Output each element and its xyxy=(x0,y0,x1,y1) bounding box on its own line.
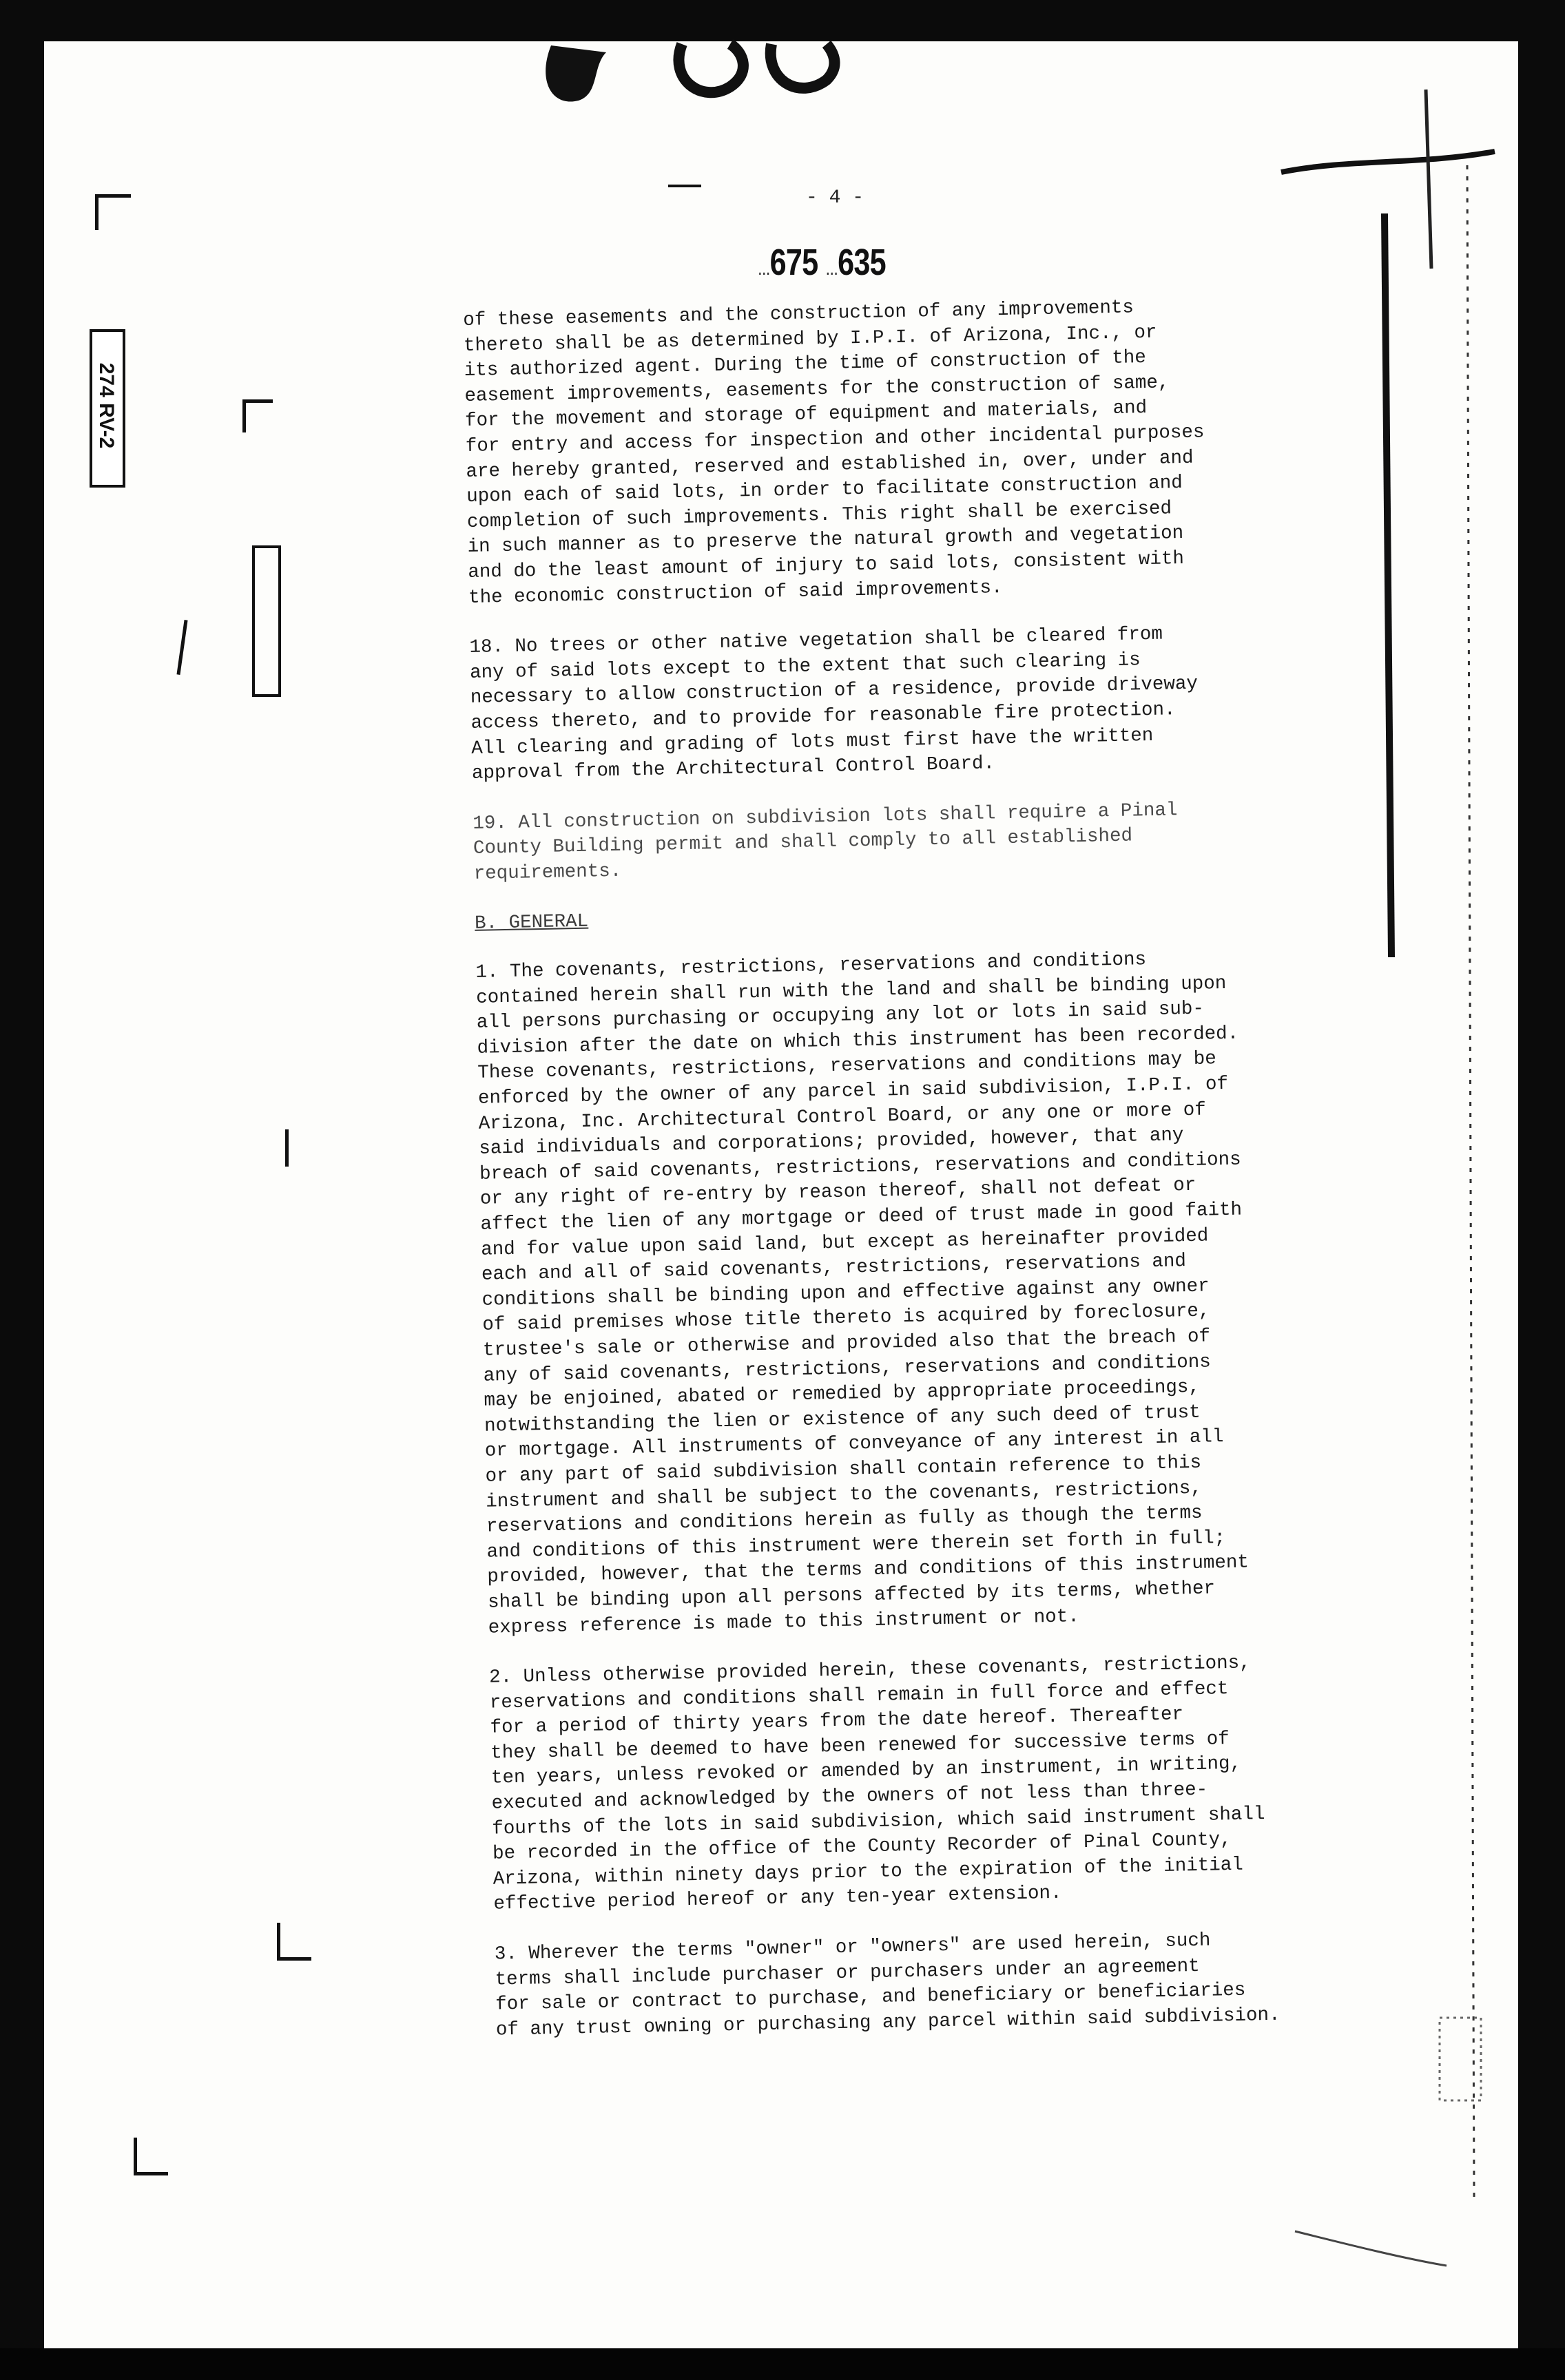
page-ref-number: 635 xyxy=(838,242,886,283)
paragraph-easements: of these easements and the construction of any improvements thereto shall be as determined by I.P.I. of Arizona, Inc., or its authorized agent. During the time of construction of the easement improvements, easements for the construction of same, for the movement and storage of equipment and materials, and for entry and access for inspection and other incidental purposes are hereby granted, reserved and established in, over, under and upon each of said lots, in order to facilitate construction and completion of such improvements. This right shall be exercised in such manner as to preserve the natural growth and vegetation and do the least amount of injury to said lots, consistent with the economic construction of said improvements. xyxy=(463,297,1205,609)
book-ref-prefix: ... xyxy=(758,257,770,280)
general-paragraph-2: 2. Unless otherwise provided herein, these covenants, restrictions, reservations and conditions shall remain in full force and effect for a period of thirty years from the date hereof. Thereafter they shall be deemed to have been renewed for successive terms of ten years, unless revoked or amended by an instrument, in writing, executed and acknowledged by the owners of not less than three- fourths of the lots in said subdivision, which said instrument shall be recorded in the office of the County Recorder of Pinal County, Arizona, within ninety days prior to the expiration of the initial effective period hereof or any ten-year extension. xyxy=(488,1652,1265,1916)
paragraph-18: 18. No trees or other native vegetation shall be cleared from any of said lots except to the extent that such clearing is necessary to allow construction of a residence, provide driveway access thereto, and to provide for reasonable fire protection. All clearing and grading of lots must first have the written approval from the Architectural Control Board. xyxy=(469,623,1199,784)
book-number: 675 xyxy=(769,242,818,283)
side-tag xyxy=(90,329,125,488)
top-dash xyxy=(668,185,701,187)
crop-mark-bottom-left-h xyxy=(277,1957,311,1961)
crop-mark-inner-h xyxy=(242,399,273,403)
page-number: - 4 - xyxy=(806,187,864,209)
side-tag-label: 274 RV-2 xyxy=(95,362,118,449)
section-heading: B. GENERAL xyxy=(474,911,589,935)
crop-mark-lower-h xyxy=(134,2172,168,2175)
general-paragraph-1: 1. The covenants, restrictions, reservations and conditions contained herein shall run with the land and shall be binding upon all persons purchasing or occupying any lot or lots in said sub- division after the date on which this instrument has been recorded. These covenants, restrictions, reservations and conditions may be enforced by the owner of any parcel in said subdivision, I.P.I. of Arizona, Inc. Architectural Control Board, or any one or more of said individuals and corporations; provided, however, that any breach of said covenants, restrictions, reservations and conditions or any right of re-entry by reason thereof, shall not defeat or affect the lien of any mortgage or deed of trust made in good faith and for value upon said land, but except as hereinafter provided each and all of said covenants, restrictions, reservations and conditions shall be binding upon and effective against any owner of said premises whose title thereto is acquired by foreclosure, trustee's sale or otherwise and provided also that the breach of any of said covenants, restrictions, reservations and conditions may be enjoined, abated or remedied by appropriate proceedings, notwithstanding the lien or existence of any such deed of trust or mortgage. All instruments of conveyance of any interest in all or any part of said subdivision shall contain reference to this instrument and shall be subject to the covenants, restrictions, reservations and conditions herein as fully as though the terms and conditions of this instrument were therein set forth in full; provided, however, that the terms and conditions of this instrument shall be binding upon all persons affected by its terms, whether express reference is made to this instrument or not. xyxy=(475,949,1250,1639)
crop-mark-lower-v xyxy=(134,2138,137,2175)
margin-tick-2 xyxy=(285,1129,289,1167)
crop-mark-top-left-h xyxy=(95,194,131,198)
top-ink-blots xyxy=(524,39,909,114)
paragraph-19: 19. All construction on subdivision lots shall require a Pinal County Building permit and shall comply to all established requirements. xyxy=(473,799,1178,885)
scan-bottom-border xyxy=(0,2348,1565,2380)
page-ref-prefix: ... xyxy=(825,257,838,280)
crop-mark-inner-v xyxy=(242,399,246,432)
margin-box xyxy=(252,545,281,697)
general-paragraph-3: 3. Wherever the terms "owner" or "owners" are used herein, such terms shall include purchaser or purchasers under an agreement for sale or contract to purchase, and beneficiary or beneficiaries of any trust owning or purchasing any parcel within said subdivision. xyxy=(494,1930,1281,2041)
document-body xyxy=(463,291,1392,2068)
scan-top-border xyxy=(0,0,1565,41)
crop-mark-top-left-v xyxy=(95,194,99,230)
crop-mark-bottom-left-v xyxy=(277,1923,280,1960)
book-reference xyxy=(758,241,886,284)
